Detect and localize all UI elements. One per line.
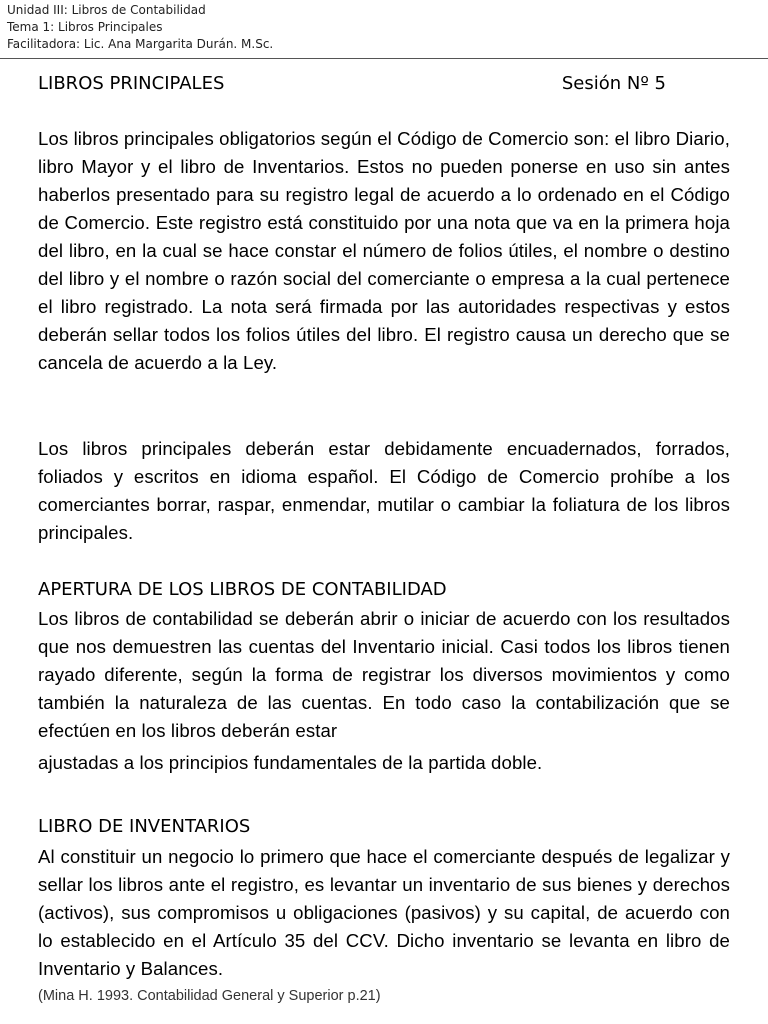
apertura-paragraph xyxy=(38,605,730,777)
citation: (Mina H. 1993. Contabilidad General y Superior p.21) xyxy=(38,988,381,1004)
intro-paragraph: Los libros principales obligatorios según el Código de Comercio son: el libro Diario, libro Mayor y el libro de Inventarios. Estos no pueden ponerse en uso sin antes haberlos presentado para su registro legal de acuerdo a lo ordenado en el Código de Comercio. Este registro está constituido por una nota que va en la primera hoja del libro, en la cual se hace constar el número de folios útiles, el nombre o destino del libro y el nombre o razón social del comerciante o empresa a la cual pertenece el libro registrado. La nota será firmada por las autoridades respectivas y estos deberán sellar todos los folios útiles del libro. El registro causa un derecho que se cancela de acuerdo a la Ley. xyxy=(38,128,730,373)
page-title: LIBROS PRINCIPALES xyxy=(38,73,225,94)
apertura-body-last-line: ajustadas a los principios fundamentales de la partida doble. xyxy=(38,752,543,773)
page-header xyxy=(0,0,768,59)
inventarios-paragraph: Al constituir un negocio lo primero que hace el comerciante después de legalizar y sellar los libros ante el registro, es levantar un inventario de sus bienes y derechos (activos), sus compromisos u obligaciones (pasivos) y su capital, de acuerdo con lo establecido en el Artículo 35 del CCV. Dicho inventario se levanta en libro de Inventario y Balances. xyxy=(38,846,730,979)
title-row xyxy=(38,71,728,97)
header-unit: Unidad III: Libros de Contabilidad xyxy=(7,3,206,17)
section-heading-inventarios: LIBRO DE INVENTARIOS xyxy=(38,816,251,837)
header-topic: Tema 1: Libros Principales xyxy=(7,20,163,34)
binding-paragraph: Los libros principales deberán estar debidamente encuadernados, forrados, foliados y escritos en idioma español. El Código de Comercio prohíbe a los comerciantes borrar, raspar, enmendar, mutilar o cambiar la foliatura de los libros principales. xyxy=(38,438,730,543)
section-heading-apertura: APERTURA DE LOS LIBROS DE CONTABILIDAD xyxy=(38,579,447,600)
header-facilitator: Facilitadora: Lic. Ana Margarita Durán. M.Sc. xyxy=(7,37,274,51)
session-number: Sesión Nº 5 xyxy=(561,73,666,94)
apertura-body: Los libros de contabilidad se deberán abrir o iniciar de acuerdo con los resultados que nos demuestren las cuentas del Inventario inicial. Casi todos los libros tienen rayado diferente, según la forma de registrar los diversos movimientos y como también la naturaleza de las cuentas. En todo caso la contabilización que se efectúen en los libros deberán estar xyxy=(38,608,730,741)
